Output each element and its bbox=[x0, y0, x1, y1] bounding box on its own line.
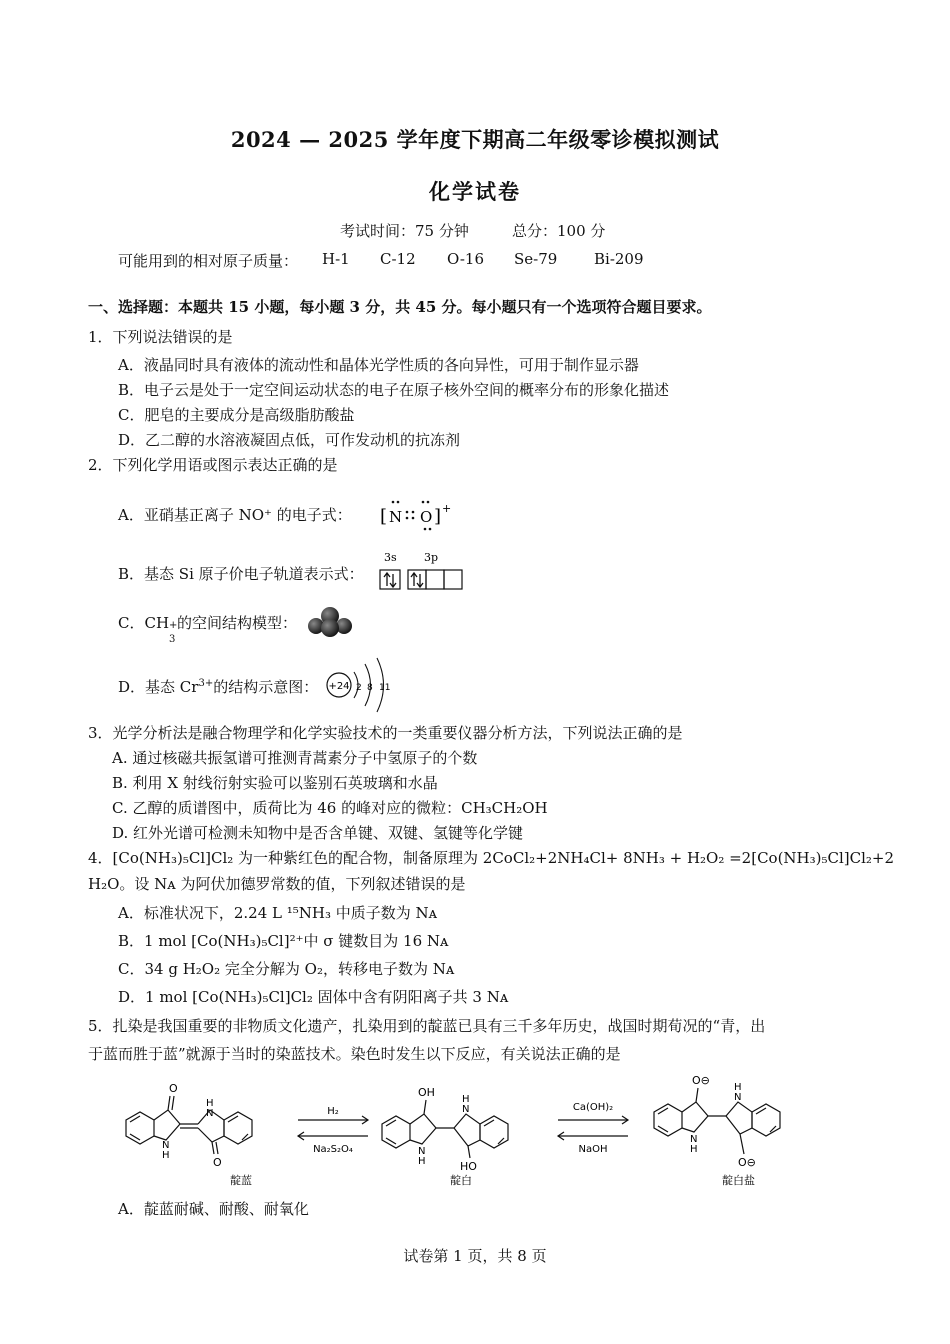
svg-text:H: H bbox=[734, 1082, 742, 1093]
indigo-reaction-scheme bbox=[118, 1070, 838, 1190]
q1-option-b: B．电子云是处于一定空间运动状态的电子在原子核外空间的概率分布的形象化描述 bbox=[118, 381, 670, 399]
q4-option-c: C．34 g H₂O₂ 完全分解为 O₂，转移电子数为 Nᴀ bbox=[118, 960, 455, 978]
q2-stem: 2．下列化学用语或图示表达正确的是 bbox=[88, 456, 338, 474]
q1-stem: 1．下列说法错误的是 bbox=[88, 328, 233, 346]
q1-option-c: C．肥皂的主要成分是高级脂肪酸盐 bbox=[118, 406, 355, 424]
reagent-na2s2o4: Na₂S₂O₄ bbox=[313, 1144, 353, 1155]
svg-text:O: O bbox=[169, 1082, 178, 1095]
reagent-naoh: NaOH bbox=[578, 1144, 608, 1155]
exam-time: 考试时间：75 分钟 bbox=[340, 222, 469, 240]
q4-option-b: B．1 mol [Co(NH₃)₅Cl]²⁺中 σ 键数目为 16 Nᴀ bbox=[118, 932, 449, 950]
cr3-structure-diagram bbox=[322, 654, 394, 716]
svg-text:N: N bbox=[206, 1108, 214, 1119]
svg-text:H: H bbox=[418, 1156, 426, 1167]
q2-option-d: D．基态 $Cr^{3+}$的结构示意图： bbox=[118, 678, 319, 696]
svg-text:[: [ bbox=[380, 506, 388, 527]
atomic-mass-o: O-16 bbox=[447, 250, 485, 268]
svg-text:HO: HO bbox=[460, 1160, 477, 1173]
q5-stem-line2: 于蓝而胜于蓝”就源于当时的染蓝技术。染色时发生以下反应，有关说法正确的是 bbox=[88, 1045, 621, 1063]
atomic-mass-h: H-1 bbox=[322, 250, 350, 268]
q3-stem: 3．光学分析法是融合物理学和化学实验技术的一类重要仪器分析方法，下列说法正确的是 bbox=[88, 724, 683, 742]
ion-charge: + bbox=[442, 502, 452, 515]
atomic-mass-bi: Bi-209 bbox=[594, 250, 644, 268]
atomic-mass-se: Se-79 bbox=[514, 250, 558, 268]
section-heading: 一、选择题：本题共 15 小题，每小题 3 分，共 45 分。每小题只有一个选项符合题目要求。 bbox=[88, 298, 712, 316]
atom-o: O bbox=[420, 508, 433, 526]
svg-text:2: 2 bbox=[356, 683, 362, 693]
svg-text:H: H bbox=[206, 1098, 214, 1109]
svg-text:N: N bbox=[162, 1140, 170, 1151]
q3-option-d: D. 红外光谱可检测未知物中是否含单键、双键、氢键等化学键 bbox=[112, 824, 524, 842]
nucleus-charge: +24 bbox=[328, 681, 350, 692]
name-indigo: 靛蓝 bbox=[230, 1174, 252, 1187]
atom-n: N bbox=[389, 508, 403, 526]
q2-option-c: C．CH + 3 的空间结构模型： bbox=[118, 614, 298, 645]
svg-text:]: ] bbox=[434, 506, 442, 527]
svg-text:H: H bbox=[462, 1094, 470, 1105]
svg-text:3p: 3p bbox=[424, 551, 439, 564]
svg-text:8: 8 bbox=[367, 683, 373, 693]
exam-score: 总分：100 分 bbox=[512, 222, 606, 240]
q1-option-d: D．乙二醇的水溶液凝固点低，可作发动机的抗冻剂 bbox=[118, 431, 461, 449]
q4-option-d: D．1 mol [Co(NH₃)₅Cl]Cl₂ 固体中含有阴阳离子共 3 Nᴀ bbox=[118, 988, 509, 1006]
q3-option-b: B. 利用 X 射线衍射实验可以鉴别石英玻璃和水晶 bbox=[112, 774, 438, 792]
q5-stem-line1: 5．扎染是我国重要的非物质文化遗产，扎染用到的靛蓝已具有三千多年历史，战国时期荀况的“青，出 bbox=[88, 1017, 766, 1035]
ch3-space-filling-model bbox=[306, 604, 354, 638]
exam-subtitle: 化学试卷 bbox=[429, 179, 521, 204]
q4-stem-line2: H₂O。设 Nᴀ 为阿伏加德罗常数的值，下列叙述错误的是 bbox=[88, 875, 466, 893]
q3-option-c: C. 乙醇的质谱图中，质荷比为 46 的峰对应的微粒：CH₃CH₂OH bbox=[112, 799, 548, 817]
name-leuco-indigo: 靛白 bbox=[450, 1174, 472, 1187]
svg-text:H: H bbox=[690, 1144, 698, 1155]
svg-text:N: N bbox=[690, 1134, 698, 1145]
atomic-mass-label: 可能用到的相对原子质量： bbox=[118, 252, 299, 270]
name-leuco-salt: 靛白盐 bbox=[722, 1174, 755, 1187]
svg-text:3s: 3s bbox=[384, 551, 397, 564]
reagent-caoh2: Ca(OH)₂ bbox=[572, 1102, 614, 1113]
q3-option-a: A. 通过核磁共振氢谱可推测青蒿素分子中氢原子的个数 bbox=[112, 749, 478, 767]
svg-text:N: N bbox=[462, 1104, 470, 1115]
no-plus-electron-formula bbox=[378, 498, 458, 532]
svg-text:N: N bbox=[734, 1092, 742, 1103]
page-footer: 试卷第 1 页，共 8 页 bbox=[403, 1247, 547, 1265]
q4-option-a: A．标准状况下，2.24 L ¹⁵NH₃ 中质子数为 Nᴀ bbox=[118, 904, 438, 922]
q2-option-b: B．基态 Si 原子价电子轨道表示式： bbox=[118, 565, 364, 583]
svg-text:11: 11 bbox=[379, 683, 391, 693]
exam-title: 2024 — 2025 学年度下期高二年级零诊模拟测试 bbox=[230, 127, 720, 152]
q5-option-a: A．靛蓝耐碱、耐酸、耐氧化 bbox=[118, 1200, 309, 1218]
atomic-mass-c: C-12 bbox=[380, 250, 416, 268]
q2-option-a: A．亚硝基正离子 NO⁺ 的电子式： bbox=[118, 506, 352, 524]
svg-text:O: O bbox=[213, 1156, 222, 1169]
svg-text:OH: OH bbox=[418, 1086, 435, 1099]
svg-text:H: H bbox=[162, 1150, 170, 1161]
svg-text:N: N bbox=[418, 1146, 426, 1157]
q4-stem-line1: 4．[Co(NH₃)₅Cl]Cl₂ 为一种紫红色的配合物，制备原理为 2CoCl₂+2NH₄Cl+ 8NH₃ + H₂O₂ =2[Co(NH₃)₅Cl]Cl₂+2 bbox=[88, 849, 895, 867]
svg-text:O⊖: O⊖ bbox=[738, 1156, 756, 1169]
q1-option-a: A．液晶同时具有液体的流动性和晶体光学性质的各向异性，可用于制作显示器 bbox=[118, 356, 639, 374]
si-orbital-diagram bbox=[378, 550, 470, 592]
reagent-h2: H₂ bbox=[327, 1106, 339, 1117]
svg-text:O⊖: O⊖ bbox=[692, 1074, 710, 1087]
